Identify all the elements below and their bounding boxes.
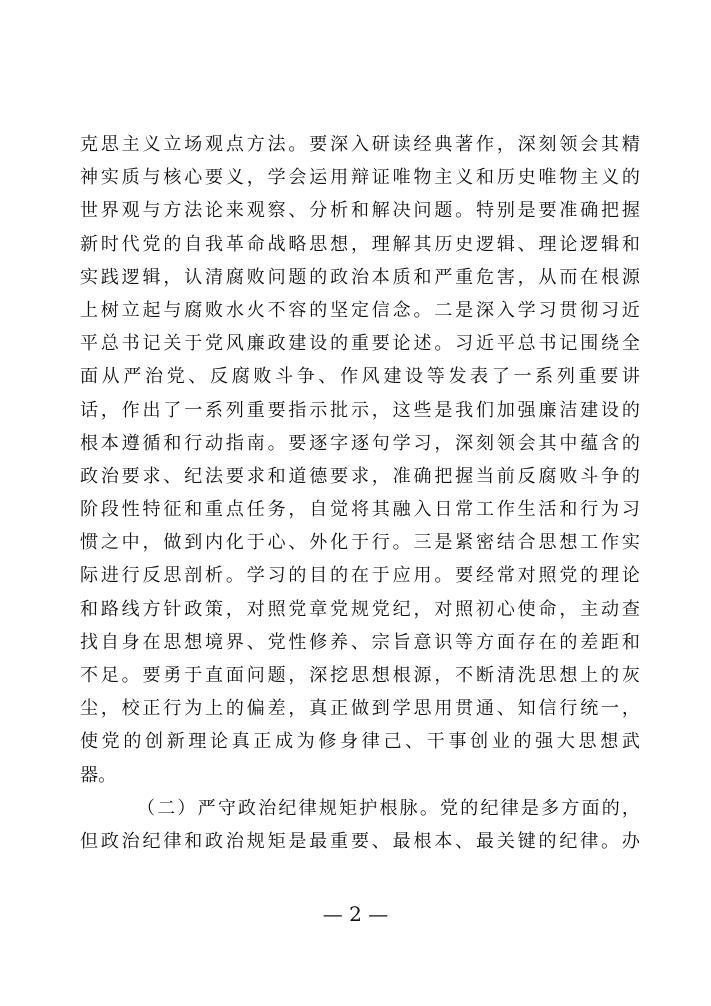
text-line: 话，作出了一系列重要指示批示，这些是我们加强廉洁建设的 (80, 399, 640, 421)
text-line: 上树立起与腐败水火不容的坚定信念。二是深入学习贯彻习近 (80, 299, 640, 321)
text-line: 神实质与核心要义，学会运用辩证唯物主义和历史唯物主义的 (80, 167, 640, 189)
section-heading-line: （二）严守政治纪律规矩护根脉。党的纪律是多方面的， (137, 797, 640, 819)
paragraph-end-line: 器。 (80, 764, 117, 786)
text-line: 根本遵循和行动指南。要逐字逐句学习，深刻领会其中蕴含的 (80, 432, 640, 454)
text-line: 政治要求、纪法要求和道德要求，准确把握当前反腐败斗争的 (80, 465, 640, 487)
body-text (80, 128, 640, 858)
text-line: 面从严治党、反腐败斗争、作风建设等发表了一系列重要讲 (80, 366, 640, 388)
text-line: 克思主义立场观点方法。要深入研读经典著作，深刻领会其精 (80, 134, 640, 155)
text-line: 找自身在思想境界、党性修养、宗旨意识等方面存在的差距和 (80, 631, 640, 653)
text-line: 世界观与方法论来观察、分析和解决问题。特别是要准确把握 (80, 200, 640, 222)
text-line: 新时代党的自我革命战略思想，理解其历史逻辑、理论逻辑和 (80, 233, 640, 255)
text-line: 际进行反思剖析。学习的目的在于应用。要经常对照党的理论 (80, 565, 640, 587)
text-line: 阶段性特征和重点任务，自觉将其融入日常工作生活和行为习 (80, 499, 640, 521)
text-line: 但政治纪律和政治规矩是最重要、最根本、最关键的纪律。办 (80, 830, 640, 852)
text-line: 使党的创新理论真正成为修身律己、干事创业的强大思想武 (80, 731, 640, 753)
text-line: 惯之中，做到内化于心、外化于行。三是紧密结合思想工作实 (80, 532, 640, 554)
text-line: 尘，校正行为上的偏差，真正做到学思用贯通、知信行统一， (80, 698, 640, 720)
text-line: 和路线方针政策，对照党章党规党纪，对照初心使命，主动查 (80, 598, 640, 620)
text-line: 平总书记关于党风廉政建设的重要论述。习近平总书记围绕全 (80, 333, 640, 355)
page-number: — 2 — (322, 902, 389, 926)
text-line: 实践逻辑，认清腐败问题的政治本质和严重危害，从而在根源 (80, 266, 640, 288)
text-line: 不足。要勇于直面问题，深挖思想根源，不断清洗思想上的灰 (80, 665, 640, 686)
